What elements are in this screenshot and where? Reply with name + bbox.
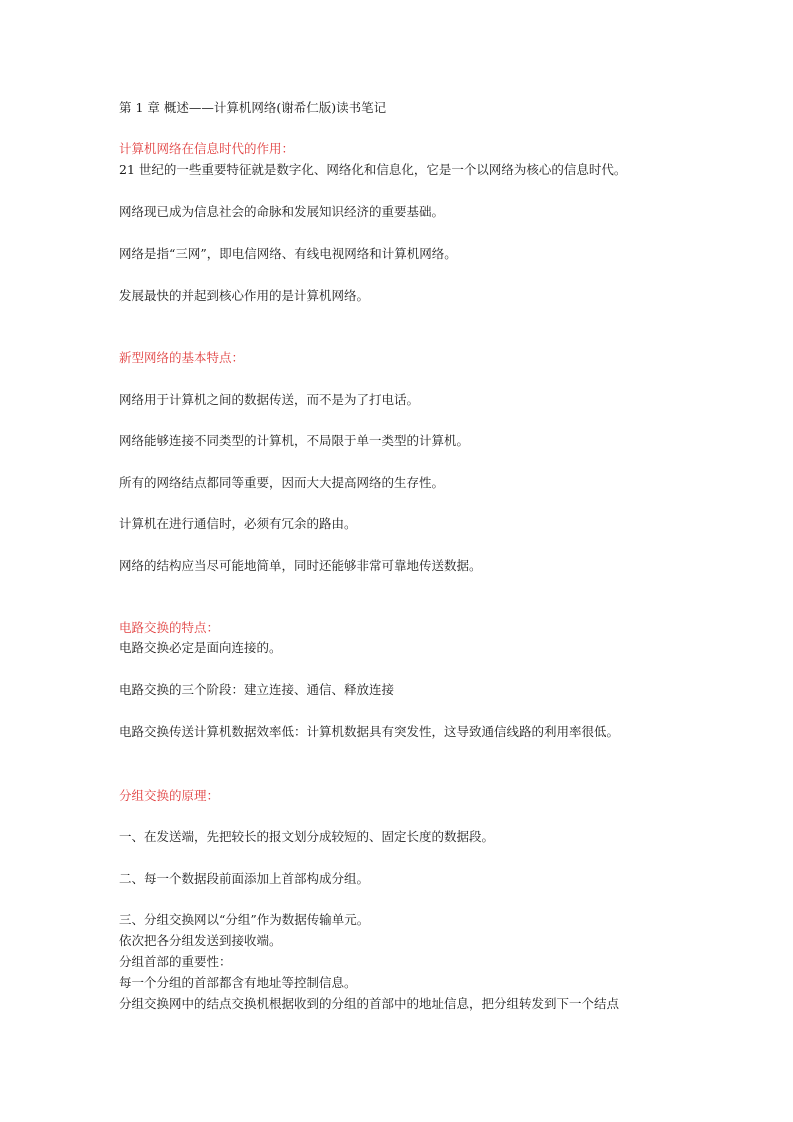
paragraph: 三、分组交换网以“分组”作为数据传输单元。 xyxy=(119,912,370,927)
paragraph: 电路交换的三个阶段：建立连接、通信、释放连接 xyxy=(119,682,395,697)
paragraph: 网络能够连接不同类型的计算机，不局限于单一类型的计算机。 xyxy=(119,433,470,448)
paragraph: 发展最快的并起到核心作用的是计算机网络。 xyxy=(119,288,370,303)
paragraph: 网络的结构应当尽可能地简单，同时还能够非常可靠地传送数据。 xyxy=(119,558,482,573)
paragraph: 一、在发送端，先把较长的报文划分成较短的、固定长度的数据段。 xyxy=(119,829,495,844)
paragraph: 21 世纪的一些重要特征就是数字化、网络化和信息化，它是一个以网络为核心的信息时代。 xyxy=(119,162,627,177)
document-title: 第 1 章 概述——计算机网络(谢希仁版)读书笔记 xyxy=(119,100,387,115)
section-heading: 电路交换的特点： xyxy=(119,620,220,635)
paragraph: 电路交换必定是面向连接的。 xyxy=(119,640,282,655)
paragraph: 分组首部的重要性： xyxy=(119,954,232,969)
section-heading: 新型网络的基本特点： xyxy=(119,350,245,365)
paragraph: 电路交换传送计算机数据效率低：计算机数据具有突发性，这导致通信线路的利用率很低。 xyxy=(119,724,620,739)
paragraph: 依次把各分组发送到接收端。 xyxy=(119,933,282,948)
paragraph: 每一个分组的首部都含有地址等控制信息。 xyxy=(119,975,357,990)
paragraph: 分组交换网中的结点交换机根据收到的分组的首部中的地址信息，把分组转发到下一个结点 xyxy=(119,996,620,1011)
paragraph: 网络是指“三网”，即电信网络、有线电视网络和计算机网络。 xyxy=(119,246,457,261)
paragraph: 网络用于计算机之间的数据传送，而不是为了打电话。 xyxy=(119,392,420,407)
section-heading: 计算机网络在信息时代的作用： xyxy=(119,141,295,156)
section-heading: 分组交换的原理： xyxy=(119,788,220,803)
paragraph: 二、每一个数据段前面添加上首部构成分组。 xyxy=(119,871,370,886)
paragraph: 所有的网络结点都同等重要，因而大大提高网络的生存性。 xyxy=(119,475,445,490)
paragraph: 网络现已成为信息社会的命脉和发展知识经济的重要基础。 xyxy=(119,204,445,219)
paragraph: 计算机在进行通信时，必须有冗余的路由。 xyxy=(119,516,357,531)
